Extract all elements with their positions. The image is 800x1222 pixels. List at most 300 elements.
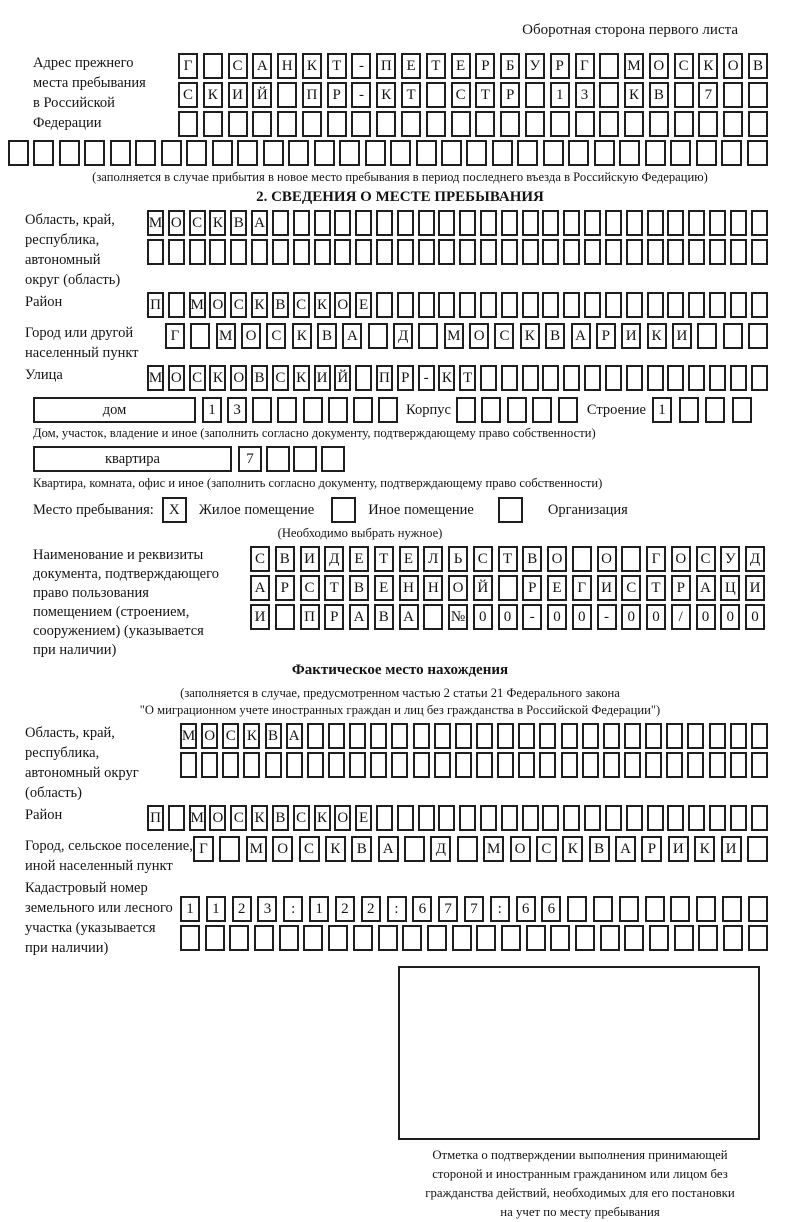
char-cell[interactable]: Е bbox=[401, 53, 421, 79]
char-cell[interactable] bbox=[730, 365, 747, 391]
char-cell[interactable]: 0 bbox=[646, 604, 666, 630]
char-cell[interactable]: В bbox=[649, 82, 669, 108]
char-cell[interactable] bbox=[688, 239, 705, 265]
char-cell[interactable] bbox=[705, 397, 725, 423]
char-cell[interactable] bbox=[391, 723, 408, 749]
char-cell[interactable]: К bbox=[302, 53, 322, 79]
char-cell[interactable] bbox=[397, 805, 414, 831]
char-cell[interactable]: К bbox=[624, 82, 644, 108]
char-cell[interactable] bbox=[277, 397, 297, 423]
char-cell[interactable]: / bbox=[671, 604, 691, 630]
char-cell[interactable] bbox=[501, 805, 518, 831]
char-cell[interactable] bbox=[438, 292, 455, 318]
char-cell[interactable] bbox=[168, 239, 185, 265]
char-cell[interactable] bbox=[567, 896, 587, 922]
char-cell[interactable] bbox=[542, 365, 559, 391]
char-cell[interactable]: В bbox=[351, 836, 372, 862]
char-cell[interactable]: О bbox=[671, 546, 691, 572]
checkbox-inoe[interactable] bbox=[331, 497, 356, 523]
char-cell[interactable]: Е bbox=[451, 53, 471, 79]
char-cell[interactable] bbox=[751, 292, 768, 318]
char-cell[interactable]: С bbox=[674, 53, 694, 79]
char-cell[interactable]: С bbox=[300, 575, 320, 601]
char-cell[interactable] bbox=[480, 365, 497, 391]
char-cell[interactable] bbox=[674, 82, 694, 108]
char-cell[interactable]: К bbox=[293, 365, 310, 391]
char-cell[interactable] bbox=[667, 210, 684, 236]
char-cell[interactable] bbox=[230, 239, 247, 265]
char-cell[interactable]: С bbox=[250, 546, 270, 572]
char-cell[interactable] bbox=[605, 292, 622, 318]
char-cell[interactable]: К bbox=[314, 805, 331, 831]
char-cell[interactable] bbox=[334, 210, 351, 236]
char-cell[interactable] bbox=[605, 210, 622, 236]
char-cell[interactable]: Е bbox=[374, 575, 394, 601]
char-cell[interactable] bbox=[582, 752, 599, 778]
char-cell[interactable] bbox=[355, 365, 372, 391]
char-cell[interactable]: И bbox=[672, 323, 692, 349]
char-cell[interactable]: К bbox=[694, 836, 715, 862]
char-cell[interactable]: К bbox=[314, 292, 331, 318]
char-cell[interactable]: О bbox=[241, 323, 261, 349]
char-cell[interactable]: 0 bbox=[745, 604, 765, 630]
char-cell[interactable]: 1 bbox=[180, 896, 200, 922]
char-cell[interactable]: С bbox=[536, 836, 557, 862]
char-cell[interactable]: 0 bbox=[720, 604, 740, 630]
char-cell[interactable]: И bbox=[745, 575, 765, 601]
char-cell[interactable]: Н bbox=[423, 575, 443, 601]
char-cell[interactable] bbox=[180, 752, 197, 778]
char-cell[interactable]: - bbox=[597, 604, 617, 630]
char-cell[interactable] bbox=[525, 111, 545, 137]
char-cell[interactable]: О bbox=[272, 836, 293, 862]
char-cell[interactable] bbox=[135, 140, 156, 166]
char-cell[interactable] bbox=[391, 752, 408, 778]
char-cell[interactable] bbox=[603, 752, 620, 778]
char-cell[interactable] bbox=[575, 925, 595, 951]
char-cell[interactable] bbox=[110, 140, 131, 166]
char-cell[interactable] bbox=[619, 140, 640, 166]
char-cell[interactable] bbox=[476, 752, 493, 778]
char-cell[interactable] bbox=[334, 239, 351, 265]
char-cell[interactable] bbox=[205, 925, 225, 951]
char-cell[interactable]: Т bbox=[324, 575, 344, 601]
char-cell[interactable]: С bbox=[266, 323, 286, 349]
char-cell[interactable] bbox=[539, 752, 556, 778]
char-cell[interactable]: Е bbox=[349, 546, 369, 572]
char-cell[interactable] bbox=[459, 239, 476, 265]
char-cell[interactable] bbox=[722, 896, 742, 922]
char-cell[interactable]: И bbox=[314, 365, 331, 391]
char-cell[interactable] bbox=[293, 239, 310, 265]
char-cell[interactable]: М bbox=[246, 836, 267, 862]
char-cell[interactable] bbox=[349, 723, 366, 749]
char-cell[interactable] bbox=[584, 365, 601, 391]
char-cell[interactable] bbox=[180, 925, 200, 951]
char-cell[interactable] bbox=[626, 365, 643, 391]
char-cell[interactable]: С bbox=[494, 323, 514, 349]
char-cell[interactable]: В bbox=[522, 546, 542, 572]
char-cell[interactable] bbox=[307, 723, 324, 749]
char-cell[interactable] bbox=[730, 752, 747, 778]
char-cell[interactable]: О bbox=[209, 805, 226, 831]
char-cell[interactable]: 1 bbox=[206, 896, 226, 922]
char-cell[interactable]: Р bbox=[522, 575, 542, 601]
char-cell[interactable]: : bbox=[283, 896, 303, 922]
char-cell[interactable] bbox=[434, 752, 451, 778]
char-cell[interactable] bbox=[378, 397, 398, 423]
char-cell[interactable]: И bbox=[721, 836, 742, 862]
char-cell[interactable] bbox=[647, 365, 664, 391]
char-cell[interactable] bbox=[438, 805, 455, 831]
char-cell[interactable]: С bbox=[222, 723, 239, 749]
char-cell[interactable]: 1 bbox=[309, 896, 329, 922]
char-cell[interactable] bbox=[751, 239, 768, 265]
char-cell[interactable]: К bbox=[251, 292, 268, 318]
char-cell[interactable]: С bbox=[299, 836, 320, 862]
char-cell[interactable]: Е bbox=[355, 292, 372, 318]
char-cell[interactable] bbox=[747, 836, 768, 862]
char-cell[interactable] bbox=[558, 397, 578, 423]
char-cell[interactable]: К bbox=[209, 210, 226, 236]
char-cell[interactable] bbox=[327, 111, 347, 137]
char-cell[interactable]: Р bbox=[641, 836, 662, 862]
char-cell[interactable] bbox=[730, 239, 747, 265]
char-cell[interactable] bbox=[518, 723, 535, 749]
char-cell[interactable] bbox=[507, 397, 527, 423]
char-cell[interactable]: - bbox=[522, 604, 542, 630]
char-cell[interactable] bbox=[697, 323, 717, 349]
char-cell[interactable]: О bbox=[201, 723, 218, 749]
char-cell[interactable] bbox=[426, 82, 446, 108]
char-cell[interactable]: Р bbox=[596, 323, 616, 349]
char-cell[interactable] bbox=[709, 210, 726, 236]
char-cell[interactable] bbox=[687, 723, 704, 749]
char-cell[interactable] bbox=[178, 111, 198, 137]
char-cell[interactable] bbox=[254, 925, 274, 951]
char-cell[interactable] bbox=[376, 111, 396, 137]
char-cell[interactable] bbox=[748, 925, 768, 951]
char-cell[interactable] bbox=[723, 111, 743, 137]
char-cell[interactable]: О bbox=[547, 546, 567, 572]
char-cell[interactable] bbox=[314, 140, 335, 166]
char-cell[interactable] bbox=[522, 365, 539, 391]
char-cell[interactable]: А bbox=[696, 575, 716, 601]
char-cell[interactable] bbox=[272, 239, 289, 265]
char-cell[interactable] bbox=[670, 896, 690, 922]
char-cell[interactable] bbox=[293, 210, 310, 236]
char-cell[interactable] bbox=[568, 140, 589, 166]
char-cell[interactable] bbox=[376, 210, 393, 236]
char-cell[interactable]: П bbox=[147, 292, 164, 318]
char-cell[interactable] bbox=[525, 82, 545, 108]
char-cell[interactable] bbox=[730, 210, 747, 236]
char-cell[interactable] bbox=[522, 239, 539, 265]
char-cell[interactable] bbox=[189, 239, 206, 265]
char-cell[interactable]: 0 bbox=[696, 604, 716, 630]
char-cell[interactable] bbox=[532, 397, 552, 423]
char-cell[interactable]: И bbox=[621, 323, 641, 349]
char-cell[interactable]: В bbox=[374, 604, 394, 630]
char-cell[interactable] bbox=[265, 752, 282, 778]
char-cell[interactable]: - bbox=[418, 365, 435, 391]
char-cell[interactable] bbox=[593, 896, 613, 922]
char-cell[interactable]: О bbox=[168, 210, 185, 236]
char-cell[interactable] bbox=[721, 140, 742, 166]
char-cell[interactable]: В bbox=[545, 323, 565, 349]
char-cell[interactable] bbox=[466, 140, 487, 166]
char-cell[interactable] bbox=[730, 805, 747, 831]
char-cell[interactable] bbox=[190, 323, 210, 349]
char-cell[interactable]: К bbox=[647, 323, 667, 349]
char-cell[interactable] bbox=[418, 323, 438, 349]
char-cell[interactable] bbox=[645, 896, 665, 922]
char-cell[interactable]: Г bbox=[575, 53, 595, 79]
char-cell[interactable]: Н bbox=[399, 575, 419, 601]
char-cell[interactable]: Р bbox=[500, 82, 520, 108]
char-cell[interactable] bbox=[455, 752, 472, 778]
char-cell[interactable] bbox=[624, 111, 644, 137]
char-cell[interactable]: Т bbox=[475, 82, 495, 108]
char-cell[interactable]: 7 bbox=[698, 82, 718, 108]
char-cell[interactable]: М bbox=[624, 53, 644, 79]
char-cell[interactable] bbox=[418, 239, 435, 265]
char-cell[interactable]: О bbox=[168, 365, 185, 391]
char-cell[interactable] bbox=[723, 82, 743, 108]
char-cell[interactable]: М bbox=[180, 723, 197, 749]
char-cell[interactable]: Т bbox=[646, 575, 666, 601]
char-cell[interactable] bbox=[649, 925, 669, 951]
char-cell[interactable]: Й bbox=[473, 575, 493, 601]
char-cell[interactable]: И bbox=[250, 604, 270, 630]
char-cell[interactable] bbox=[748, 111, 768, 137]
char-cell[interactable]: С bbox=[228, 53, 248, 79]
char-cell[interactable] bbox=[748, 896, 768, 922]
char-cell[interactable] bbox=[476, 925, 496, 951]
char-cell[interactable]: В bbox=[349, 575, 369, 601]
char-cell[interactable] bbox=[8, 140, 29, 166]
char-cell[interactable] bbox=[351, 111, 371, 137]
char-cell[interactable]: П bbox=[376, 365, 393, 391]
char-cell[interactable]: Р bbox=[397, 365, 414, 391]
char-cell[interactable] bbox=[605, 805, 622, 831]
char-cell[interactable]: Р bbox=[327, 82, 347, 108]
char-cell[interactable] bbox=[368, 323, 388, 349]
char-cell[interactable] bbox=[427, 925, 447, 951]
char-cell[interactable]: - bbox=[351, 82, 371, 108]
char-cell[interactable] bbox=[698, 925, 718, 951]
char-cell[interactable] bbox=[370, 752, 387, 778]
char-cell[interactable] bbox=[252, 397, 272, 423]
char-cell[interactable]: У bbox=[720, 546, 740, 572]
char-cell[interactable]: О bbox=[723, 53, 743, 79]
char-cell[interactable]: С bbox=[293, 805, 310, 831]
char-cell[interactable] bbox=[600, 925, 620, 951]
char-cell[interactable] bbox=[168, 292, 185, 318]
char-cell[interactable]: А bbox=[342, 323, 362, 349]
char-cell[interactable] bbox=[584, 805, 601, 831]
char-cell[interactable] bbox=[561, 752, 578, 778]
char-cell[interactable]: П bbox=[147, 805, 164, 831]
char-cell[interactable]: И bbox=[597, 575, 617, 601]
char-cell[interactable] bbox=[353, 397, 373, 423]
char-cell[interactable]: И bbox=[228, 82, 248, 108]
char-cell[interactable] bbox=[459, 805, 476, 831]
char-cell[interactable] bbox=[747, 140, 768, 166]
char-cell[interactable] bbox=[272, 210, 289, 236]
char-cell[interactable]: Т bbox=[374, 546, 394, 572]
char-cell[interactable] bbox=[501, 925, 521, 951]
char-cell[interactable]: М bbox=[189, 805, 206, 831]
char-cell[interactable] bbox=[457, 836, 478, 862]
char-cell[interactable]: : bbox=[490, 896, 510, 922]
char-cell[interactable] bbox=[563, 805, 580, 831]
char-cell[interactable] bbox=[688, 805, 705, 831]
char-cell[interactable] bbox=[687, 752, 704, 778]
char-cell[interactable] bbox=[605, 365, 622, 391]
char-cell[interactable] bbox=[456, 397, 476, 423]
char-cell[interactable] bbox=[288, 140, 309, 166]
char-cell[interactable]: В bbox=[251, 365, 268, 391]
char-cell[interactable]: 1 bbox=[550, 82, 570, 108]
char-cell[interactable] bbox=[645, 140, 666, 166]
char-cell[interactable] bbox=[376, 805, 393, 831]
char-cell[interactable]: П bbox=[376, 53, 396, 79]
char-cell[interactable]: Г bbox=[165, 323, 185, 349]
char-cell[interactable] bbox=[222, 752, 239, 778]
char-cell[interactable] bbox=[168, 805, 185, 831]
char-cell[interactable]: Т bbox=[327, 53, 347, 79]
char-cell[interactable] bbox=[279, 925, 299, 951]
char-cell[interactable] bbox=[709, 723, 726, 749]
char-cell[interactable] bbox=[563, 365, 580, 391]
char-cell[interactable] bbox=[539, 723, 556, 749]
char-cell[interactable]: О bbox=[334, 805, 351, 831]
char-cell[interactable] bbox=[480, 805, 497, 831]
char-cell[interactable] bbox=[147, 239, 164, 265]
char-cell[interactable] bbox=[696, 140, 717, 166]
char-cell[interactable] bbox=[603, 723, 620, 749]
char-cell[interactable] bbox=[455, 723, 472, 749]
char-cell[interactable]: К bbox=[698, 53, 718, 79]
char-cell[interactable] bbox=[33, 140, 54, 166]
char-cell[interactable] bbox=[723, 323, 743, 349]
char-cell[interactable] bbox=[561, 723, 578, 749]
char-cell[interactable] bbox=[266, 446, 290, 472]
char-cell[interactable] bbox=[723, 925, 743, 951]
char-cell[interactable]: Е bbox=[547, 575, 567, 601]
char-cell[interactable] bbox=[688, 365, 705, 391]
char-cell[interactable] bbox=[481, 397, 501, 423]
char-cell[interactable] bbox=[480, 292, 497, 318]
char-cell[interactable] bbox=[426, 111, 446, 137]
char-cell[interactable] bbox=[404, 836, 425, 862]
char-cell[interactable] bbox=[709, 365, 726, 391]
char-cell[interactable]: О bbox=[469, 323, 489, 349]
char-cell[interactable]: Р bbox=[475, 53, 495, 79]
char-cell[interactable] bbox=[624, 723, 641, 749]
char-cell[interactable] bbox=[314, 239, 331, 265]
char-cell[interactable] bbox=[438, 239, 455, 265]
char-cell[interactable]: И bbox=[668, 836, 689, 862]
char-cell[interactable]: И bbox=[300, 546, 320, 572]
char-cell[interactable] bbox=[229, 925, 249, 951]
char-cell[interactable] bbox=[647, 292, 664, 318]
char-cell[interactable] bbox=[730, 723, 747, 749]
char-cell[interactable] bbox=[497, 752, 514, 778]
char-cell[interactable] bbox=[688, 292, 705, 318]
char-cell[interactable] bbox=[666, 723, 683, 749]
char-cell[interactable]: О bbox=[209, 292, 226, 318]
char-cell[interactable] bbox=[397, 210, 414, 236]
char-cell[interactable] bbox=[501, 239, 518, 265]
char-cell[interactable] bbox=[563, 239, 580, 265]
char-cell[interactable]: 2 bbox=[232, 896, 252, 922]
char-cell[interactable] bbox=[647, 210, 664, 236]
char-cell[interactable]: А bbox=[571, 323, 591, 349]
char-cell[interactable]: О bbox=[448, 575, 468, 601]
char-cell[interactable]: К bbox=[209, 365, 226, 391]
char-cell[interactable] bbox=[526, 925, 546, 951]
char-cell[interactable]: Б bbox=[500, 53, 520, 79]
char-cell[interactable] bbox=[732, 397, 752, 423]
char-cell[interactable] bbox=[277, 111, 297, 137]
char-cell[interactable]: 7 bbox=[238, 446, 262, 472]
char-cell[interactable] bbox=[667, 239, 684, 265]
char-cell[interactable] bbox=[709, 805, 726, 831]
char-cell[interactable] bbox=[161, 140, 182, 166]
char-cell[interactable] bbox=[243, 752, 260, 778]
char-cell[interactable] bbox=[688, 210, 705, 236]
char-cell[interactable] bbox=[626, 210, 643, 236]
checkbox-organizatsiya[interactable] bbox=[498, 497, 523, 523]
char-cell[interactable]: К bbox=[562, 836, 583, 862]
char-cell[interactable]: Л bbox=[423, 546, 443, 572]
char-cell[interactable] bbox=[339, 140, 360, 166]
char-cell[interactable] bbox=[402, 925, 422, 951]
char-cell[interactable]: С bbox=[189, 365, 206, 391]
char-cell[interactable] bbox=[517, 140, 538, 166]
char-cell[interactable] bbox=[599, 111, 619, 137]
char-cell[interactable]: Ц bbox=[720, 575, 740, 601]
char-cell[interactable]: 3 bbox=[575, 82, 595, 108]
char-cell[interactable]: К bbox=[520, 323, 540, 349]
char-cell[interactable] bbox=[667, 292, 684, 318]
char-cell[interactable] bbox=[709, 239, 726, 265]
char-cell[interactable] bbox=[459, 292, 476, 318]
char-cell[interactable] bbox=[542, 292, 559, 318]
char-cell[interactable] bbox=[582, 723, 599, 749]
char-cell[interactable]: В bbox=[272, 805, 289, 831]
char-cell[interactable] bbox=[594, 140, 615, 166]
char-cell[interactable] bbox=[751, 723, 768, 749]
char-cell[interactable] bbox=[667, 805, 684, 831]
char-cell[interactable]: Р bbox=[671, 575, 691, 601]
char-cell[interactable] bbox=[649, 111, 669, 137]
char-cell[interactable]: В bbox=[748, 53, 768, 79]
char-cell[interactable]: 3 bbox=[257, 896, 277, 922]
char-cell[interactable] bbox=[438, 210, 455, 236]
char-cell[interactable]: Д bbox=[430, 836, 451, 862]
char-cell[interactable] bbox=[480, 239, 497, 265]
char-cell[interactable]: М bbox=[216, 323, 236, 349]
char-cell[interactable]: О bbox=[230, 365, 247, 391]
char-cell[interactable] bbox=[59, 140, 80, 166]
char-cell[interactable]: М bbox=[444, 323, 464, 349]
char-cell[interactable]: 0 bbox=[621, 604, 641, 630]
char-cell[interactable] bbox=[679, 397, 699, 423]
char-cell[interactable] bbox=[263, 140, 284, 166]
